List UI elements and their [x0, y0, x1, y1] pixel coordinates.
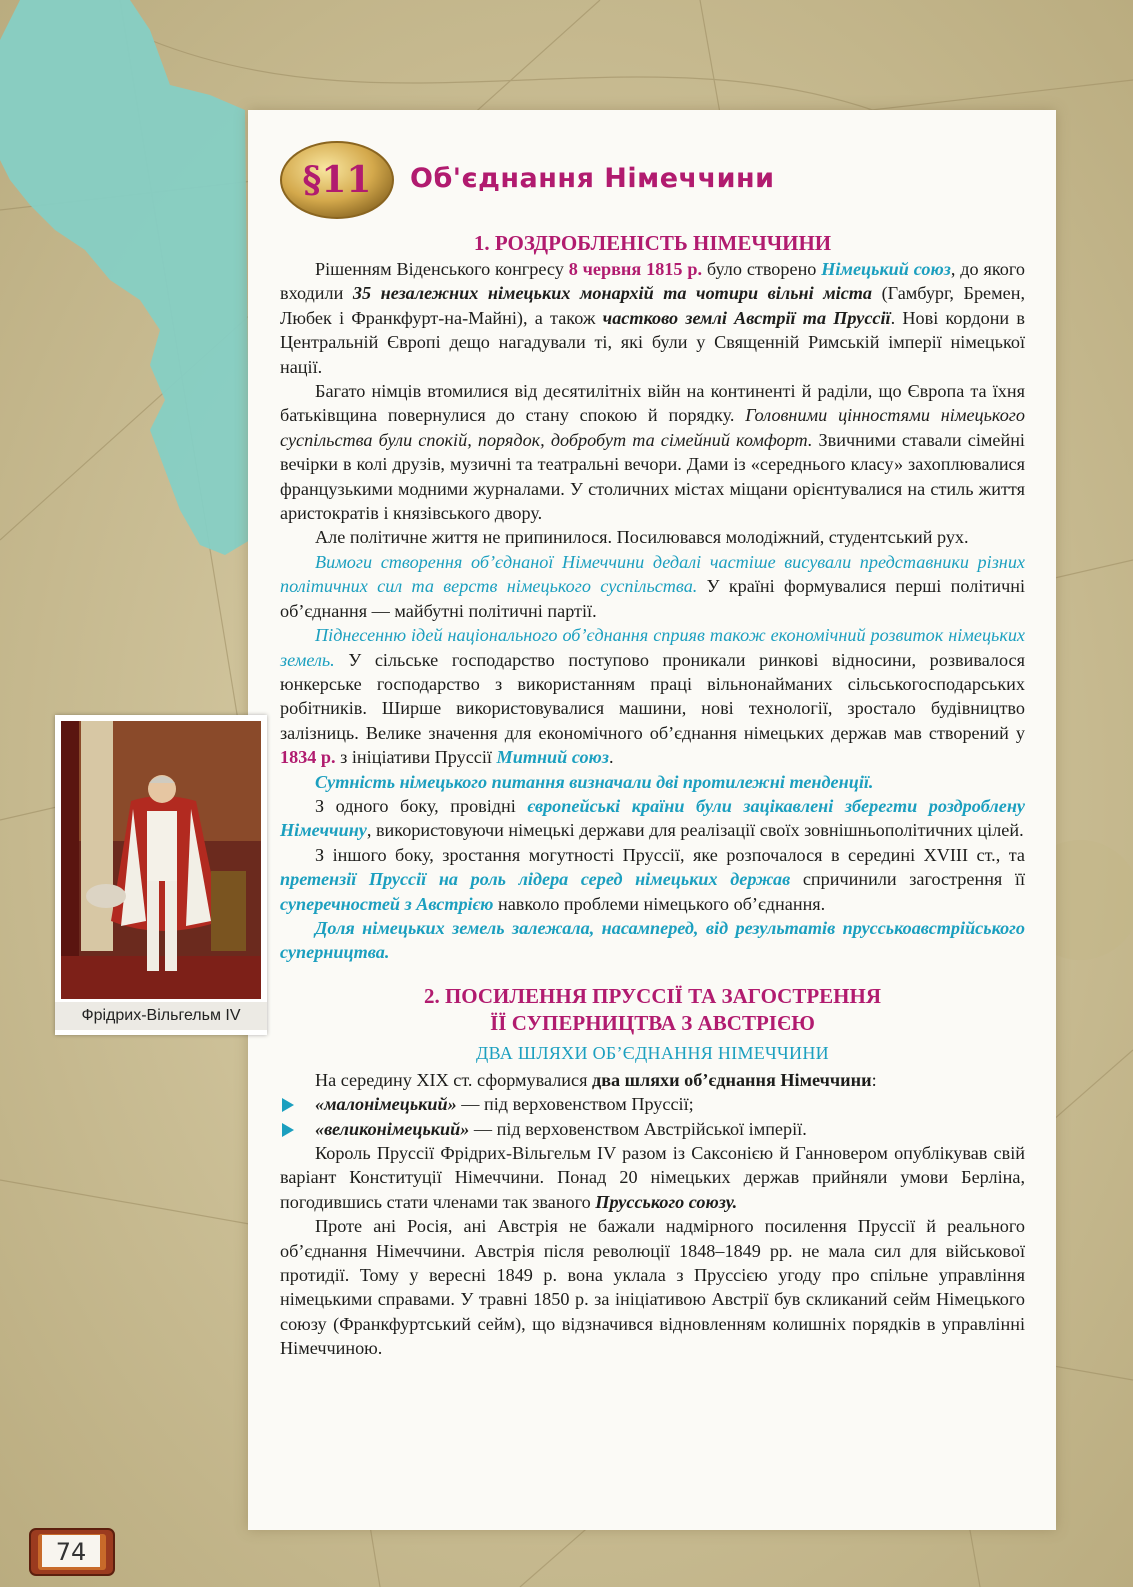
unification-paths-list — [280, 1092, 1025, 1141]
paragraph: Сутність німецького питання визначали дві протилежні тенденції. — [315, 771, 874, 792]
paragraph: Вимоги створення об’єднаної Німеччини дедалі частіше висували представники різних політичних сил та верств німецького суспільства. У країні формувалися перші політичні об’єднання — майбутні політичні партії. — [280, 551, 1026, 621]
paragraph: З одного боку, провідні європейські країни були зацікавлені зберегти роздроблену Німеччину, використовуючи німецькі держави для реалізації своїх зовнішньополітичних цілей. — [280, 795, 1025, 841]
section2-heading-line2: ЇЇ СУПЕРНИЦТВА З АВСТРІЄЮ — [490, 1010, 815, 1035]
chapter-header — [280, 135, 1025, 230]
paragraph: Багато німців втомилися від десятилітніх війн на континенті й раділи, що Європа та їхня батьківщина повернулися до стану спокою й порядку. Головними цінностями німецького суспільства були спокій, порядок, добробут та сімейний комфорт. Звичними ставали сімейні вечірки в колі друзів, музичні та театральні вечори. Дами із «середнього класу» захоплювалися французькими модними журналами. У столичних містах міщани орієнтувалися на стиль життя аристократів і князівського двору. — [280, 381, 1025, 524]
portrait-caption: Фрідрих-Вільгельм IV — [55, 1002, 267, 1030]
section2-heading-line1: 2. ПОСИЛЕННЯ ПРУССІЇ ТА ЗАГОСТРЕННЯ — [423, 983, 882, 1008]
arrow-bullet-icon — [282, 1123, 294, 1137]
paragraph: На середину XIX ст. сформувалися два шляхи об’єднання Німеччини: — [315, 1069, 877, 1090]
chapter-badge: §11 — [302, 159, 372, 201]
page-number: 74 — [42, 1535, 100, 1567]
paragraph: Рішенням Віденського конгресу 8 червня 1815 р. було створено Німецький союз, до якого входили 35 незалежних німецьких монархій та чотири вільні міста (Гамбург, Бремен, Любек і Франкфурт-на-Майні), а також частково землі Австрії та Пруссії. Нові кордони в Центральній Європі дещо нагадували ті, які були у Священній Римській імперії німецької нації. — [280, 259, 1025, 377]
page-number-frame — [22, 1527, 122, 1577]
chapter-badge-coin — [280, 140, 395, 220]
paragraph: Піднесенню ідей національного об’єднання сприяв також економічний розвиток німецьких земель. У сільське господарство поступово проникали ринкові відносини, розвивалося юнкерське господарство з використанням праці вільнонайманих сільськогосподарських робітників. Ширше використовувалися машини, нові технології, зростало будівництво залізниць. Велике значення для економічного об’єднання німецьких держав мав створений у 1834 р. з ініціативи Пруссії Митний союз. — [280, 625, 1025, 768]
paragraph: Доля німецьких земель залежала, насамперед, від результатів прусськоавстрійського суперництва. — [280, 917, 1025, 963]
section2-subheading: ДВА ШЛЯХИ ОБ’ЄДНАННЯ НІМЕЧЧИНИ — [476, 1042, 829, 1063]
section1-heading: 1. РОЗДРОБЛЕНІСТЬ НІМЕЧЧИНИ — [473, 231, 832, 255]
list-item: «малонімецький» — під верховенством Пруссії; — [280, 1092, 1025, 1116]
paragraph: Але політичне життя не припинилося. Посилювався молодіжний, студентський рух. — [315, 527, 969, 548]
list-item: «великонімецький» — під верховенством Австрійської імперії. — [280, 1117, 1025, 1141]
page-content — [280, 135, 1025, 1361]
portrait-image — [61, 721, 261, 999]
chapter-title: Об'єднання Німеччини — [410, 163, 775, 194]
paragraph: Проте ані Росія, ані Австрія не бажали надмірного посилення Пруссії й реального об’єднання Німеччини. Австрія після революції 1848–1849 рр. не мала сил для військової протидії. Тому у вересні 1849 р. вона уклала з Пруссією угоду про спільне управління німецькими справами. У травні 1850 р. за ініціативою Австрії був скликаний сейм Німецького союзу (Франкфуртський сейм), що відзначився відновленням колишніх порядків в управлінні Німеччиною. — [280, 1216, 1025, 1359]
portrait-figure — [55, 715, 267, 1035]
paragraph: З іншого боку, зростання могутності Пруссії, яке розпочалося в середині XVIII ст., та претензії Пруссії на роль лідера серед німецьких держав спричинили загострення її суперечностей з Австрією навколо проблеми німецького об’єднання. — [280, 844, 1025, 914]
paragraph: Король Пруссії Фрідрих-Вільгельм IV разом із Саксонією й Ганновером опублікував свій варіант Конституції Німеччини. Понад 20 німецьких держав прийняли умови Берліна, погодившись стати членами так званого Прусського союзу. — [280, 1143, 1025, 1212]
arrow-bullet-icon — [282, 1098, 294, 1112]
section2 — [280, 983, 1025, 1361]
